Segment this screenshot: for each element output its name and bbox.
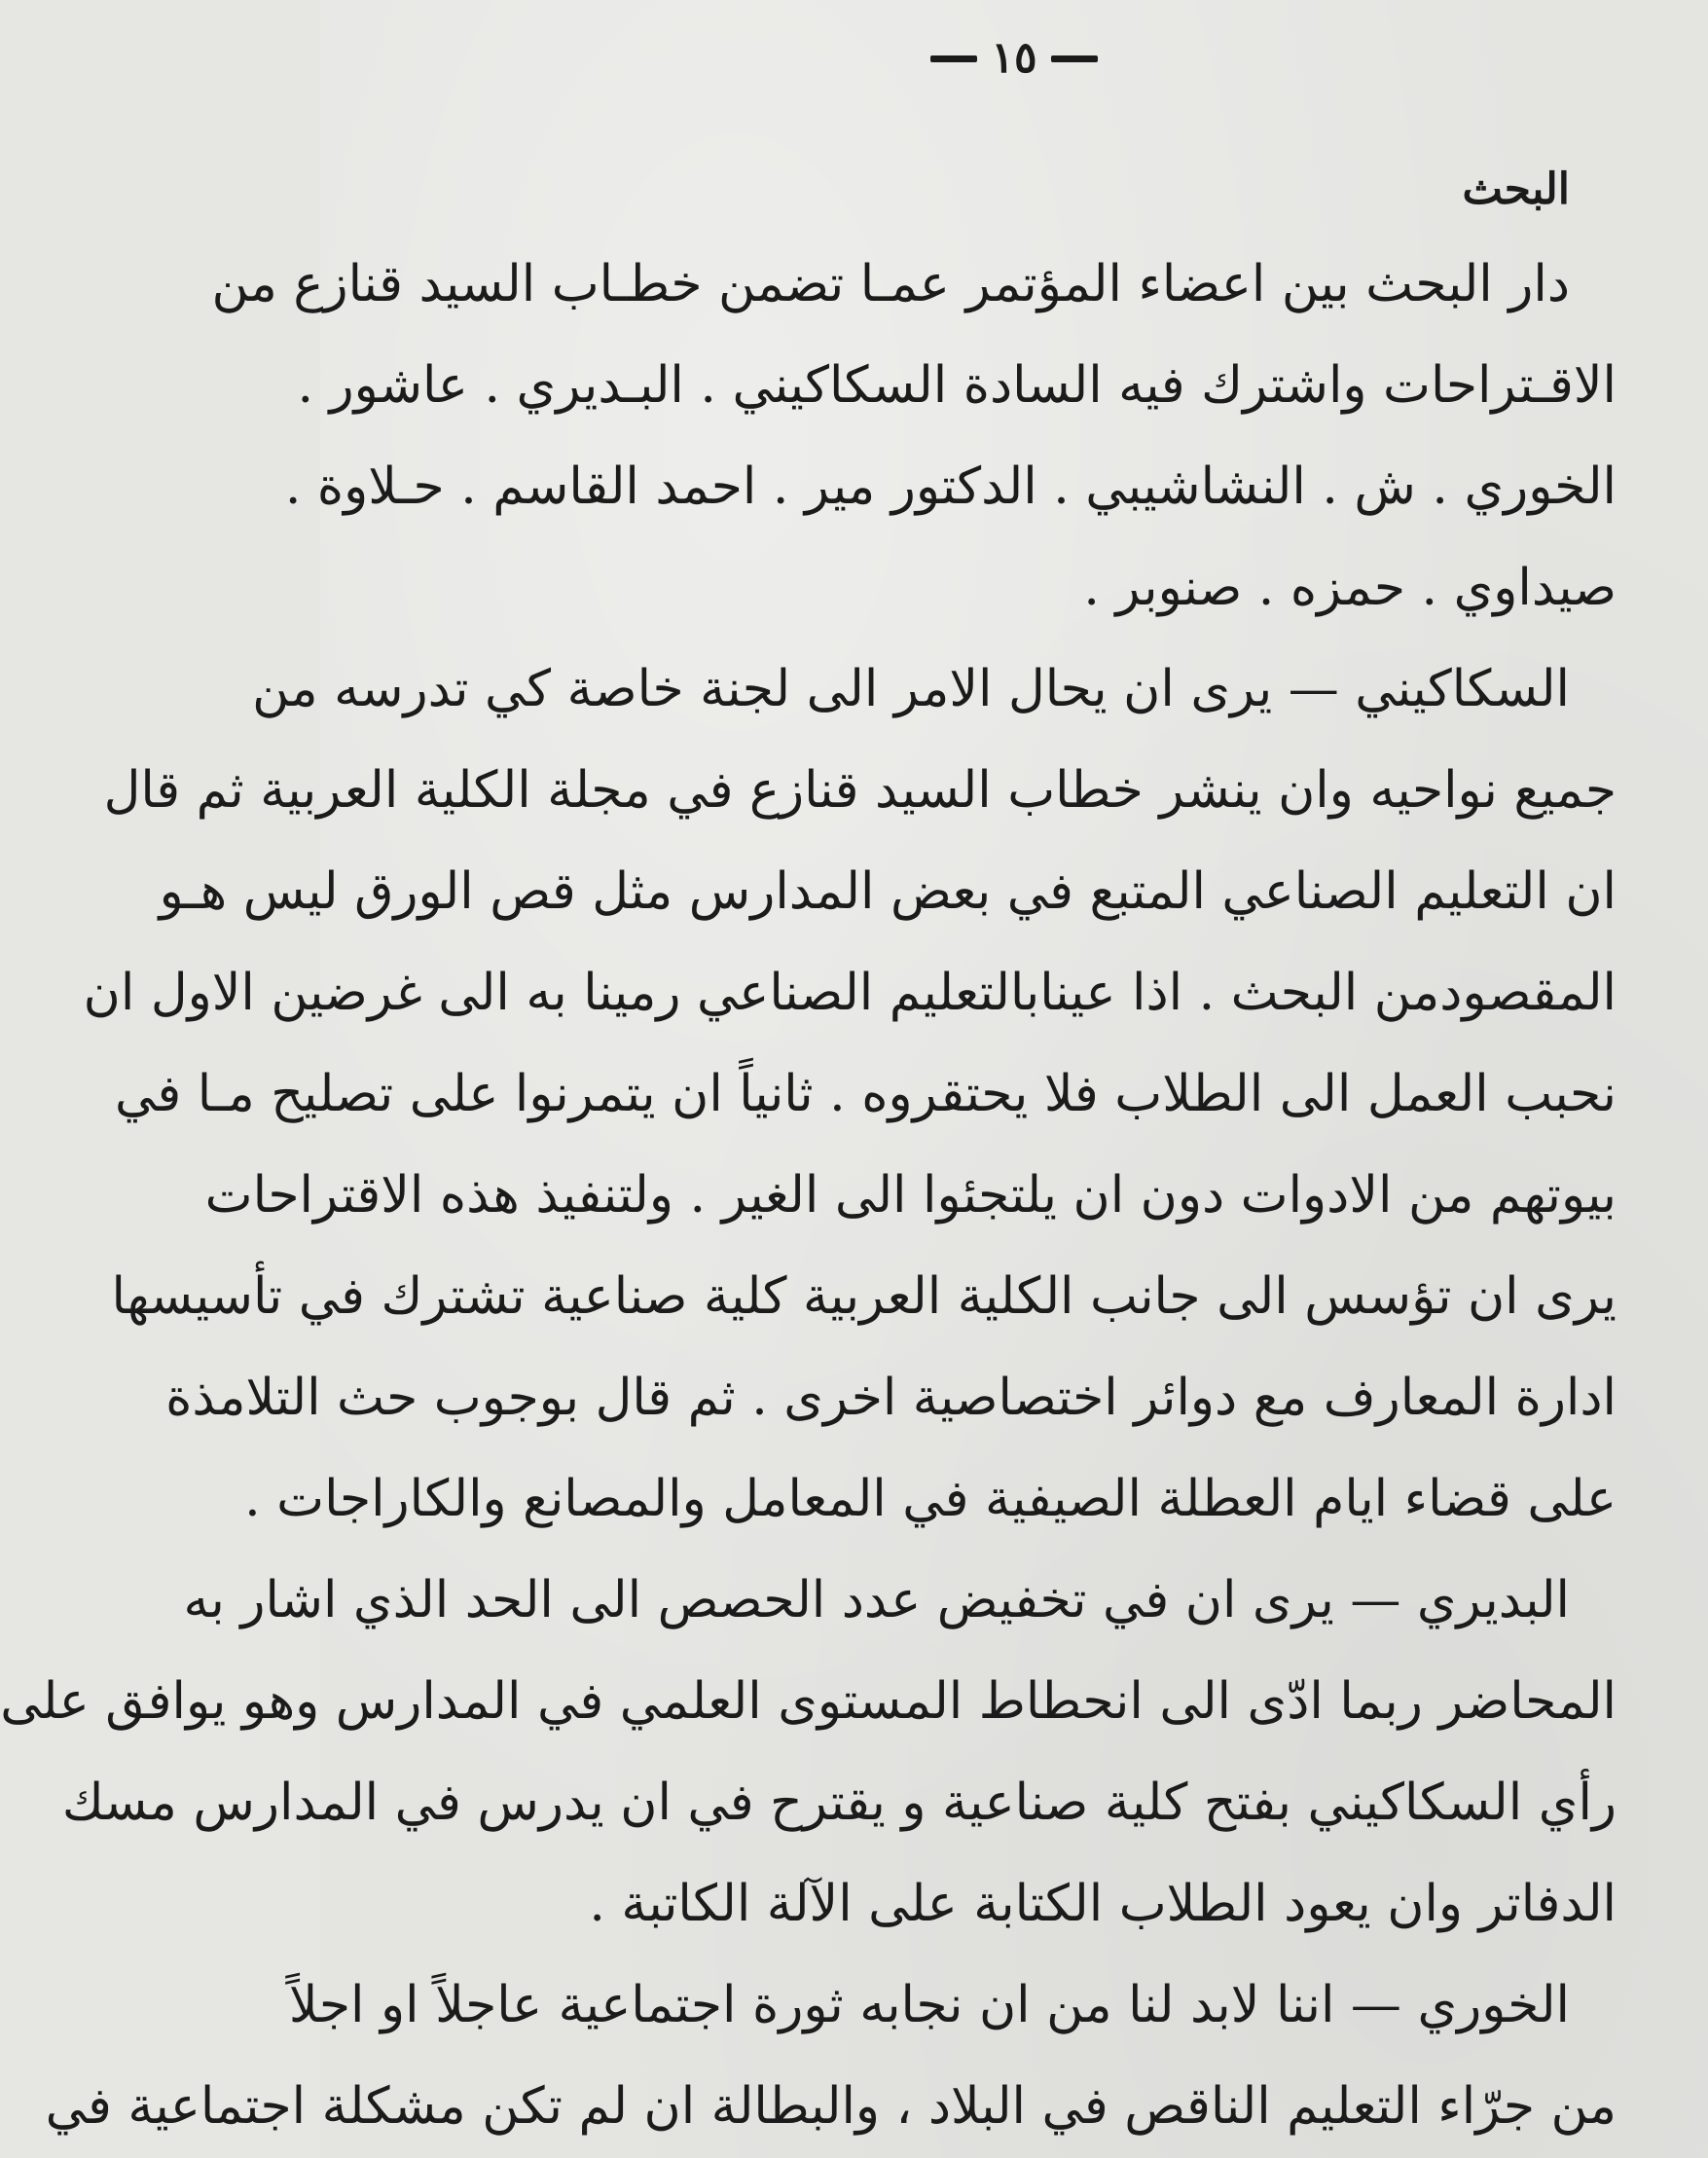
paragraph-khoury <box>45 1955 1617 2157</box>
page-body <box>0 156 1617 2157</box>
section-heading: البحث <box>1462 165 1570 214</box>
paragraph-sakakini <box>83 639 1617 1550</box>
text-line: الخوري — اننا لابد لنا من ان نجابه ثورة اجتماعية عاجلاً او اجلاً <box>288 1976 1570 2034</box>
text-line: دار البحث بين اعضاء المؤتمر عمـا تضمن خطـاب السيد قنازع من <box>211 255 1570 313</box>
text-line: من جرّاء التعليم الناقص في البلاد ، والبطالة ان لم تكن مشكلة اجتماعية في <box>45 2077 1617 2136</box>
page-number <box>320 33 1708 84</box>
paragraph-discussion <box>211 234 1617 639</box>
paragraph-budeiri <box>0 1550 1617 1955</box>
text-line: رأي السكاكيني بفتح كلية صناعية و يقترح في ان يدرس في المدارس مسك <box>61 1774 1617 1832</box>
left-dash <box>930 55 977 62</box>
text-line: بيوتهم من الادوات دون ان يلتجئوا الى الغير . ولتنفيذ هذه الاقتراحات <box>204 1166 1617 1225</box>
text-line: على قضاء ايام العطلة الصيفية في المعامل والمصانع والكاراجات . <box>244 1470 1617 1528</box>
text-line: صيداوي . حمزه . صنوبر . <box>1083 559 1617 617</box>
text-line: جميع نواحيه وان ينشر خطاب السيد قنازع في مجلة الكلية العربية ثم قال <box>103 761 1617 820</box>
text-line: البديري — يرى ان في تخفيض عدد الحصص الى الحد الذي اشار به <box>183 1571 1570 1629</box>
text-line: الخوري . ش . النشاشيبي . الدكتور مير . احمد القاسم . حـلاوة . <box>284 457 1617 516</box>
text-line: ان التعليم الصناعي المتبع في بعض المدارس مثل قص الورق ليس هـو <box>159 862 1617 921</box>
text-line: الدفاتر وان يعود الطلاب الكتابة على الآلة الكاتبة . <box>589 1875 1617 1933</box>
text-line: المقصودمن البحث . اذا عينابالتعليم الصناعي رمينا به الى غرضين الاول ان <box>83 964 1617 1022</box>
text-line: ادارة المعارف مع دوائر اختصاصية اخرى . ثم قال بوجوب حث التلامذة <box>165 1369 1617 1427</box>
text-line: يرى ان تؤسس الى جانب الكلية العربية كلية صناعية تشترك في تأسيسها <box>111 1267 1617 1326</box>
text-line: المحاضر ربما ادّى الى انحطاط المستوى العلمي في المدارس وهو يوافق على <box>0 1672 1617 1731</box>
right-dash <box>1051 55 1098 62</box>
text-line: الاقـتراحات واشترك فيه السادة السكاكيني . البـديري . عاشور . <box>297 356 1617 415</box>
page-number-text: ١٥ <box>991 33 1037 83</box>
text-line: السكاكيني — يرى ان يحال الامر الى لجنة خاصة كي تدرسه من <box>252 660 1570 718</box>
text-line: نحبب العمل الى الطلاب فلا يحتقروه . ثانياً ان يتمرنوا على تصليح مـا في <box>115 1065 1617 1123</box>
